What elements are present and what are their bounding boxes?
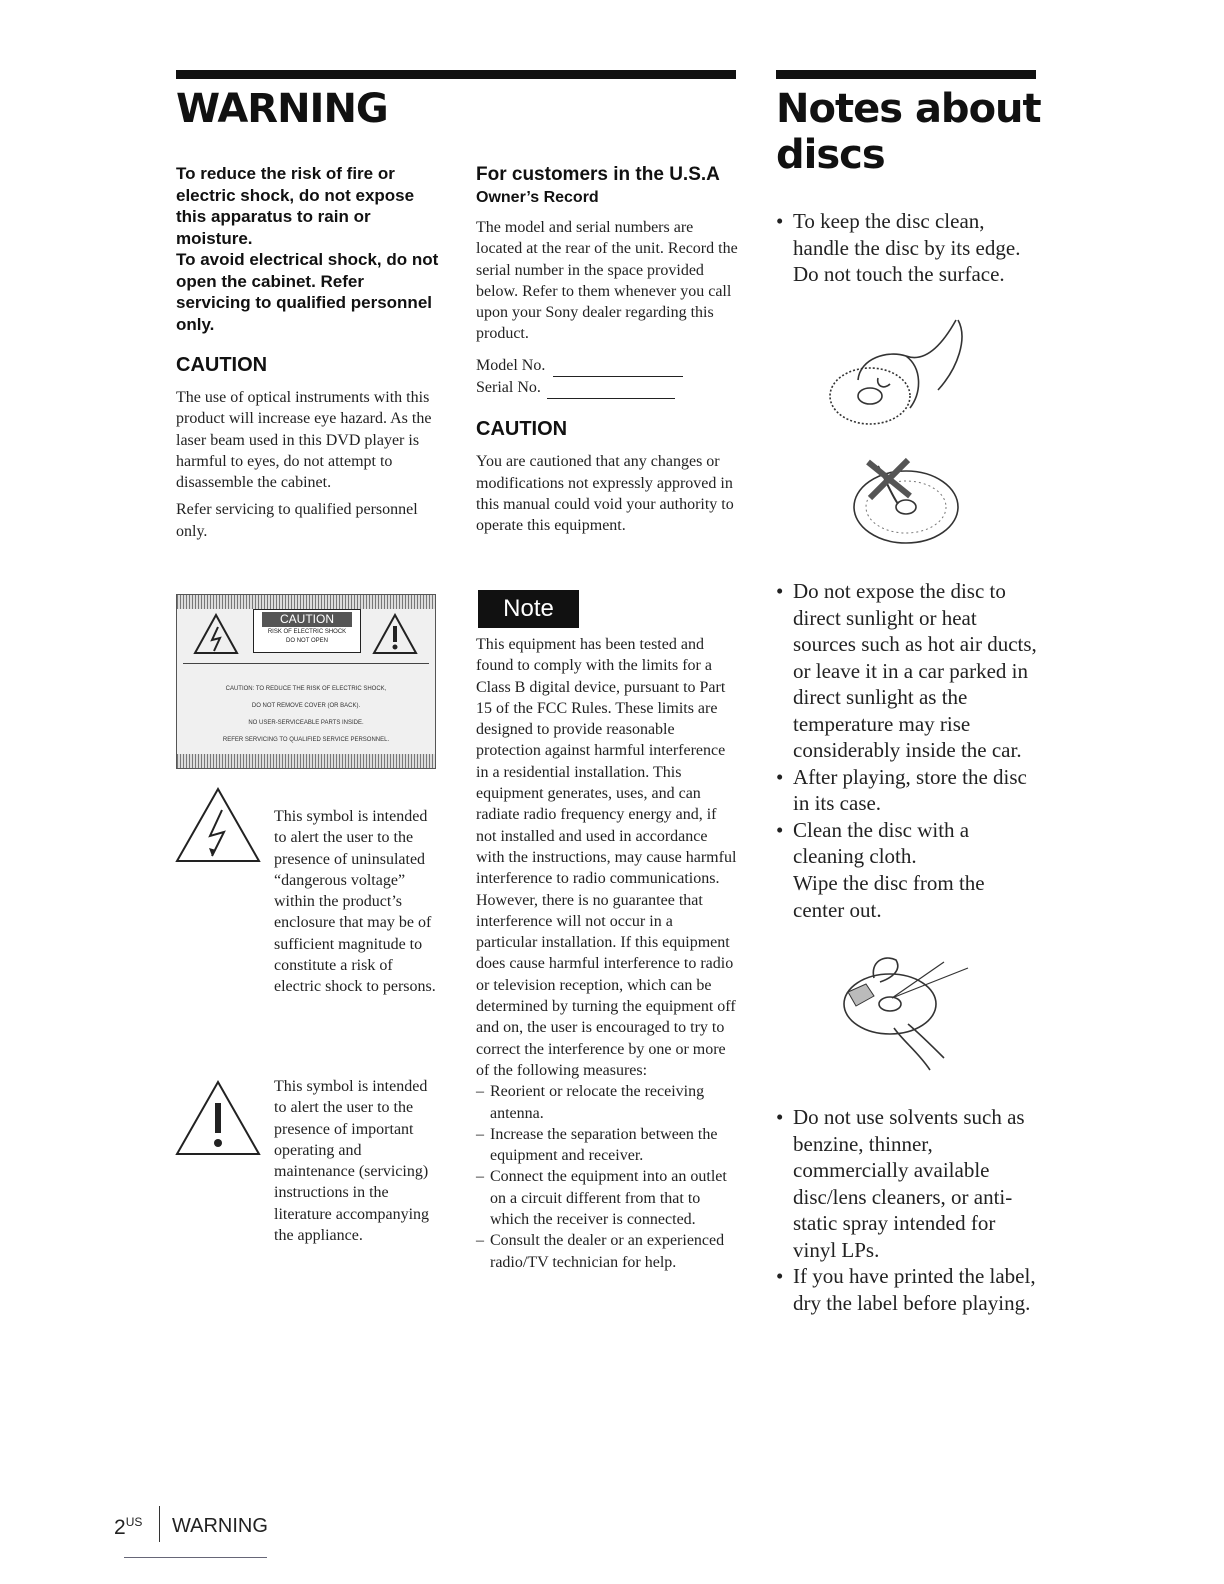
serial-no-row bbox=[476, 377, 738, 399]
warning-column bbox=[176, 163, 440, 542]
measures-list bbox=[476, 1081, 738, 1273]
caution-label-line: REFER SERVICING TO QUALIFIED SERVICE PERSONNEL. bbox=[222, 737, 390, 743]
footer-divider bbox=[159, 1506, 160, 1542]
caution-label-divider bbox=[183, 663, 429, 664]
serial-no-label: Serial No. bbox=[476, 379, 541, 397]
caution-label-pattern-bottom bbox=[177, 754, 435, 768]
caution-label-line: NO USER-SERVICEABLE PARTS INSIDE. bbox=[248, 720, 364, 726]
note-body bbox=[476, 634, 738, 1273]
measure-item: – Reorient or relocate the receiving antenna. bbox=[476, 1081, 738, 1124]
discs-list-2 bbox=[776, 578, 1038, 870]
usa-column bbox=[476, 163, 738, 537]
discs-list-1 bbox=[776, 208, 1038, 288]
model-no-blank bbox=[553, 355, 683, 377]
measure-item: – Connect the equipment into an outlet on a circuit different from that to which the receiver is connected. bbox=[476, 1166, 738, 1230]
disc-note-item: • To keep the disc clean, handle the disc by its edge. Do not touch the surface. bbox=[776, 208, 1038, 288]
symbol-lightning-text: This symbol is intended to alert the user to the presence of uninsulated “dangerous voltage” within the product’s enclosure that may be of sufficient magnitude to constitute a risk of electric shock to persons. bbox=[274, 808, 436, 996]
discs-list-3 bbox=[776, 1104, 1038, 1316]
symbol-exclamation-text: This symbol is intended to alert the user to the presence of important operating and maintenance (servicing) instructions in the literature accompanying the appliance. bbox=[274, 1078, 430, 1245]
discs-title-line: Notes about bbox=[776, 86, 1041, 132]
warning-title: WARNING bbox=[176, 86, 388, 132]
disc-wipe-illustration bbox=[834, 938, 984, 1078]
usa-heading: For customers in the U.S.A bbox=[476, 164, 720, 185]
disc-no-touch-illustration bbox=[842, 452, 962, 552]
disc-note-item: • Do not expose the disc to direct sunlight or heat sources such as hot air ducts, or leave it in a car parked in direct sunlight as the temperature may rise considerably inside the car. bbox=[776, 578, 1038, 764]
caution-label bbox=[176, 594, 436, 769]
caution-label-pattern-top bbox=[177, 595, 435, 609]
usa-caution-heading: CAUTION bbox=[476, 418, 568, 441]
discs-top-rule bbox=[776, 70, 1036, 79]
owners-record-heading: Owner’s Record bbox=[476, 189, 599, 206]
warning-paragraph: To reduce the risk of fire or electric shock, do not expose this apparatus to rain or moisture. bbox=[176, 164, 415, 248]
page-number bbox=[114, 1510, 142, 1540]
model-no-row bbox=[476, 355, 738, 377]
caution-label-title: CAUTION bbox=[262, 612, 352, 627]
usa-caution-text: You are cautioned that any changes or modifications not expressly approved in this manual could void your authority to operate this equipment. bbox=[476, 453, 734, 535]
owners-record-text: The model and serial numbers are located at the rear of the unit. Record the serial number in the space provided below. Refer to them whenever you call upon your Sony dealer regarding this product. bbox=[476, 219, 738, 343]
caution-label-lines bbox=[185, 681, 427, 749]
warning-paragraph: To avoid electrical shock, do not open the cabinet. Refer servicing to qualified personnel only. bbox=[176, 250, 439, 334]
serial-no-blank bbox=[547, 377, 675, 399]
exclamation-warning-icon bbox=[372, 613, 418, 655]
caution-paragraph: The use of optical instruments with this product will increase eye hazard. As the laser beam used in this DVD player is harmful to eyes, do not attempt to disassemble the cabinet. bbox=[176, 389, 432, 492]
model-no-label: Model No. bbox=[476, 356, 546, 374]
caution-label-sub: RISK OF ELECTRIC SHOCK bbox=[267, 629, 347, 635]
disc-note-item: • If you have printed the label, dry the label before playing. bbox=[776, 1263, 1038, 1316]
caution-paragraph: Refer servicing to qualified personnel only. bbox=[176, 501, 418, 540]
disc-hold-edge-illustration bbox=[818, 308, 988, 428]
lightning-warning-icon bbox=[193, 613, 239, 655]
disc-note-item: • Clean the disc with a cleaning cloth. bbox=[776, 817, 1038, 870]
caution-label-sub: DO NOT OPEN bbox=[286, 638, 328, 644]
lightning-triangle-icon bbox=[174, 786, 262, 864]
exclamation-triangle-icon bbox=[174, 1079, 262, 1157]
caution-label-line: DO NOT REMOVE COVER (OR BACK). bbox=[251, 703, 361, 709]
measure-item: – Consult the dealer or an experienced radio/TV technician for help. bbox=[476, 1230, 738, 1273]
footer-underline bbox=[124, 1557, 267, 1558]
warning-top-rule bbox=[176, 70, 736, 79]
disc-note-item: • Do not use solvents such as benzine, thinner, commercially available disc/lens cleaners, or anti-static spray intended for vinyl LPs. bbox=[776, 1104, 1038, 1263]
note-badge: Note bbox=[478, 590, 579, 628]
discs-title-line: discs bbox=[776, 132, 885, 178]
page-number-suffix: US bbox=[125, 1515, 143, 1529]
wipe-text: Wipe the disc from the center out. bbox=[793, 871, 985, 922]
footer-section: WARNING bbox=[172, 1515, 268, 1537]
caution-label-line: CAUTION: TO REDUCE THE RISK OF ELECTRIC SHOCK, bbox=[225, 686, 387, 692]
note-text: This equipment has been tested and found to comply with the limits for a Class B digital device, pursuant to Part 15 of the FCC Rules. These limits are designed to provide reasonable protection against harmful interference in a residential installation. This equipment generates, uses, and can radiate radio frequency energy and, if not installed and used in accordance with the instructions, may cause harmful interference to radio communications. However, there is no guarantee that interference will not occur in a particular installation. If this equipment does cause harmful interference to radio or television reception, which can be determined by turning the equipment off and on, the user is encouraged to try to correct the interference by one or more of the following measures: bbox=[476, 636, 737, 1079]
discs-title bbox=[776, 86, 1041, 178]
measure-item: – Increase the separation between the equipment and receiver. bbox=[476, 1124, 738, 1167]
page-number-value: 2 bbox=[114, 1516, 126, 1539]
caution-label-box bbox=[253, 609, 361, 653]
disc-note-item: • After playing, store the disc in its case. bbox=[776, 764, 1038, 817]
caution-heading: CAUTION bbox=[176, 354, 268, 376]
